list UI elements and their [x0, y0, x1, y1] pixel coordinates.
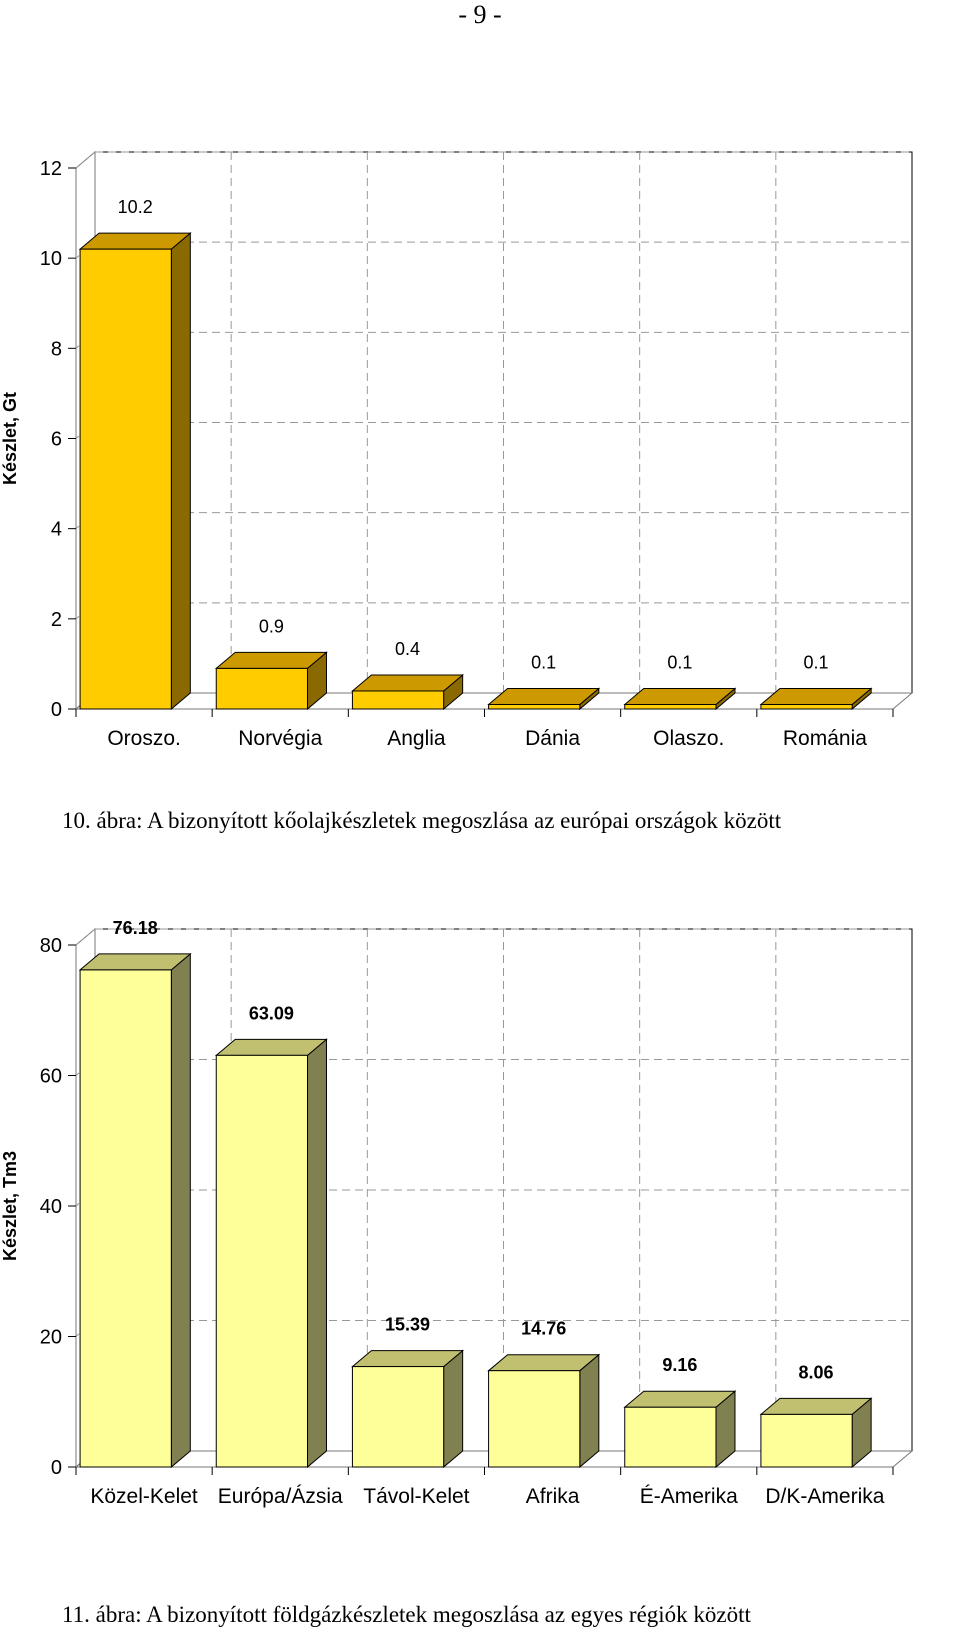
- figure-10-caption: 10. ábra: A bizonyított kőolajkészletek megoszlása az európai országok között: [62, 808, 782, 833]
- x-tick-label: Anglia: [387, 727, 446, 750]
- bar-top: [489, 1355, 599, 1371]
- x-tick-label: Távol-Kelet: [363, 1485, 470, 1508]
- y-tick-label: 40: [39, 1196, 62, 1218]
- data-label: 0.1: [531, 652, 557, 673]
- x-tick-label: É-Amerika: [639, 1485, 738, 1508]
- bar-top: [761, 1398, 871, 1414]
- data-label: 14.76: [521, 1318, 567, 1339]
- data-label: 0.1: [803, 652, 829, 673]
- y-tick-label: 10: [39, 248, 62, 271]
- data-label: 8.06: [798, 1362, 834, 1383]
- bar-top: [489, 688, 599, 704]
- bar-top: [761, 688, 871, 704]
- y-axis-label: Készlet, Gt: [0, 391, 20, 486]
- bar-top: [352, 1351, 462, 1367]
- data-label: 10.2: [117, 197, 153, 218]
- data-label: 0.4: [395, 638, 421, 659]
- bar-top: [80, 233, 190, 249]
- data-label: 15.39: [385, 1314, 431, 1335]
- y-tick-label: 12: [39, 158, 62, 180]
- bar-top: [80, 954, 190, 970]
- y-tick-label: 2: [50, 608, 62, 631]
- bar: [80, 970, 171, 1467]
- x-tick-label: Románia: [782, 727, 867, 750]
- data-label: 0.9: [258, 616, 284, 637]
- y-tick-label: 60: [39, 1065, 62, 1088]
- oil-reserves-chart: [0, 150, 960, 775]
- bar: [216, 1055, 307, 1467]
- bar-top: [352, 675, 462, 691]
- y-axis-label: Készlet, Tm3: [0, 1150, 20, 1262]
- y-tick-label: 0: [50, 1457, 62, 1479]
- data-label: 9.16: [662, 1355, 698, 1376]
- bar: [216, 668, 307, 709]
- x-tick-label: Európa/Ázsia: [217, 1485, 343, 1508]
- bar-side: [580, 1355, 599, 1467]
- x-tick-label: Afrika: [525, 1485, 580, 1508]
- data-label: 0.1: [667, 652, 693, 673]
- bar-top: [625, 1391, 735, 1407]
- bar: [761, 704, 852, 709]
- bar: [761, 1414, 852, 1467]
- bar: [625, 1407, 716, 1467]
- x-tick-label: Oroszo.: [107, 727, 181, 750]
- bar: [80, 249, 171, 709]
- bar-side: [171, 954, 190, 1467]
- bar: [352, 691, 443, 709]
- figure-11-caption: 11. ábra: A bizonyított földgázkészletek megoszlása az egyes régiók között: [62, 1602, 751, 1627]
- y-tick-label: 0: [50, 699, 62, 721]
- x-tick-label: Norvégia: [238, 727, 323, 750]
- bar-side: [444, 1351, 463, 1467]
- x-tick-label: D/K-Amerika: [765, 1485, 885, 1508]
- y-tick-label: 6: [50, 428, 62, 451]
- bar: [625, 704, 716, 709]
- y-tick-label: 4: [50, 518, 62, 541]
- bar-top: [216, 652, 326, 668]
- bar: [489, 1371, 580, 1467]
- bar-side: [307, 1039, 326, 1467]
- bar: [489, 704, 580, 709]
- bar-top: [216, 1039, 326, 1055]
- gas-reserves-chart: [0, 917, 960, 1570]
- x-tick-label: Dánia: [525, 727, 581, 750]
- bar-top: [625, 688, 735, 704]
- x-tick-label: Olaszo.: [653, 727, 725, 750]
- y-tick-label: 8: [50, 338, 62, 361]
- bar: [352, 1367, 443, 1467]
- x-tick-label: Közel-Kelet: [90, 1485, 198, 1508]
- y-tick-label: 80: [39, 935, 62, 957]
- data-label: 63.09: [248, 1003, 294, 1024]
- data-label: 76.18: [112, 917, 158, 938]
- bar-side: [171, 233, 190, 709]
- y-tick-label: 20: [39, 1326, 62, 1349]
- page-number: - 9 -: [458, 0, 502, 29]
